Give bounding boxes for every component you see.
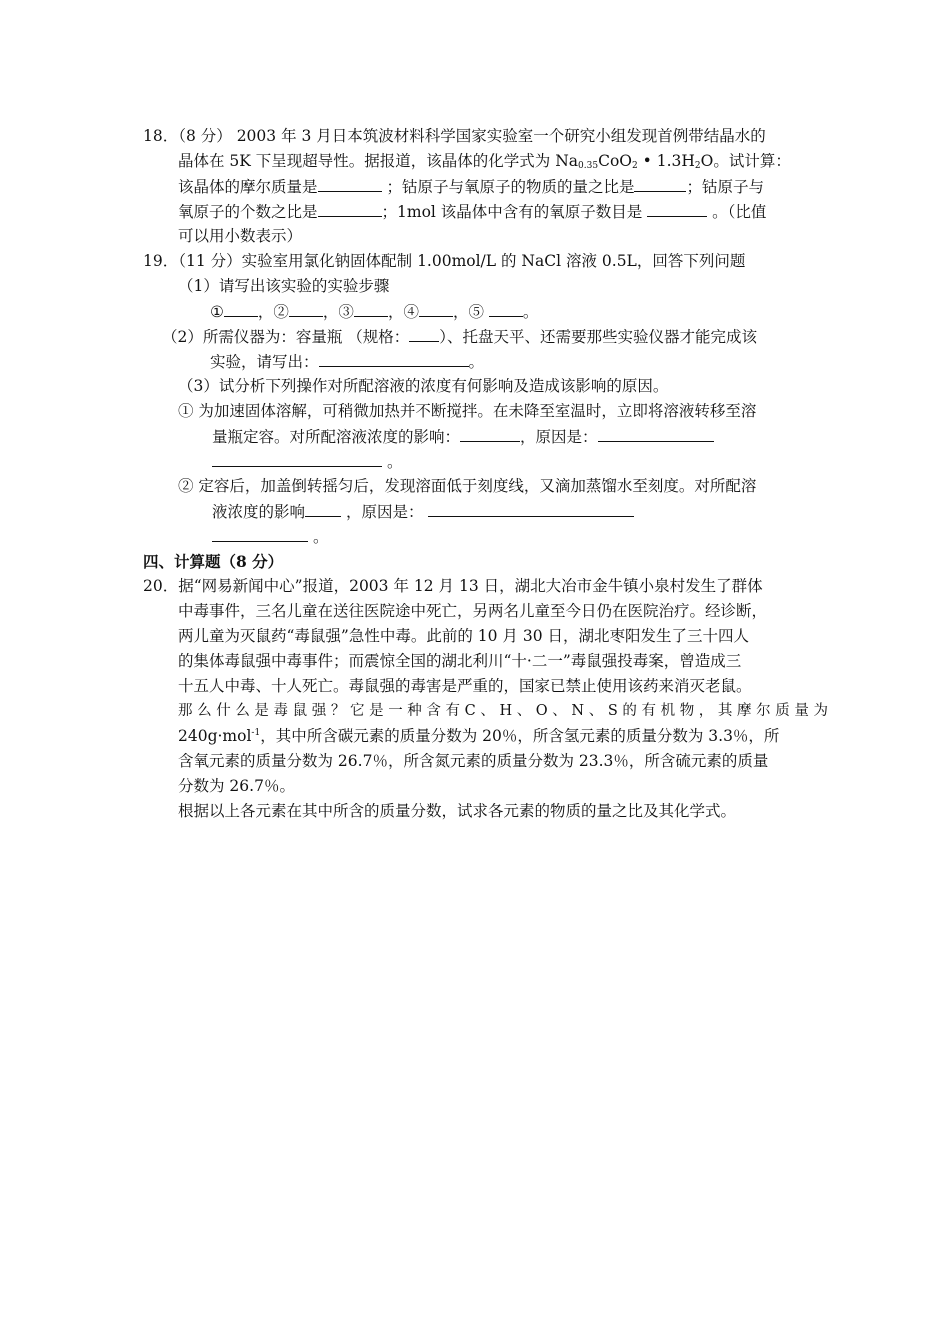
q20-line-10: 根据以上各元素在其中所含的质量分数，试求各元素的物质的量之比及其化学式。 xyxy=(178,802,737,820)
answer-blank-step-5[interactable] xyxy=(489,299,523,317)
q19-option-1-line-3: 。 xyxy=(212,449,402,475)
q18-line-5: 可以用小数表示） xyxy=(178,227,303,245)
answer-blank-molar-mass[interactable] xyxy=(318,174,382,192)
q20-line-1: 20．据“网易新闻中心”报道，2003 年 12 月 13 日，湖北大冶市金牛镇小泉村发生了群体 xyxy=(143,577,763,595)
q20-line-6: 那 么 什 么 是 毒 鼠 强 ？ 它 是 一 种 含 有 C 、 H 、 O 、 N 、 S 的 有 机 物 ， 其 摩 尔 质 量 为 xyxy=(178,703,828,719)
q20-line-2: 中毒事件，三名儿童在送往医院途中死亡，另两名儿童至今日仍在医院治疗。经诊断， xyxy=(178,602,768,620)
answer-blank-reason-1[interactable] xyxy=(598,424,714,442)
answer-blank-instruments[interactable] xyxy=(319,349,469,367)
q19-part-1-title: （1）请写出该实验的实验步骤 xyxy=(178,277,390,295)
q18-line-2: 晶体在 5K 下呈现超导性。据报道，该晶体的化学式为 $Na_{0.35}CoO_2$ • $1.3H_2O$。试计算： xyxy=(178,152,791,171)
q20-line-3: 两儿童为灭鼠药“毒鼠强”急性中毒。此前的 10 月 30 日，湖北枣阳发生了三十四人 xyxy=(178,627,750,645)
q19-part-3-title: （3）试分析下列操作对所配溶液的浓度有何影响及造成该影响的原因。 xyxy=(178,377,669,395)
answer-blank-step-4[interactable] xyxy=(419,299,453,317)
q20-line-8: 含氧元素的质量分数为 26.7％，所含氮元素的质量分数为 23.3％，所含硫元素的质量 xyxy=(178,752,769,770)
q18-number: 18． xyxy=(143,127,179,145)
q20-number: 20． xyxy=(143,577,179,595)
q19-part-2-line-2: 实验，请写出： 。 xyxy=(210,349,484,375)
q20-line-5: 十五人中毒、十人死亡。毒鼠强的毒害是严重的，国家已禁止使用该药来消灭老鼠。 xyxy=(178,677,752,695)
answer-blank-co-o-count-ratio[interactable] xyxy=(318,199,382,217)
q20-line-4: 的集体毒鼠强中毒事件；而震惊全国的湖北利川“十·二一”毒鼠强投毒案，曾造成三 xyxy=(178,652,742,670)
answer-blank-step-1[interactable] xyxy=(224,299,258,317)
q19-option-1-line-1: ① 为加速固体溶解，可稍微加热并不断搅拌。在未降至室温时，立即将溶液转移至溶 xyxy=(178,402,757,420)
q19-option-1-line-2: 量瓶定容。对所配溶液浓度的影响： ，原因是： xyxy=(212,424,714,450)
q18-line-1: 18．（8 分） 2003 年 3 月日本筑波材料科学国家实验室一个研究小组发现首例带结晶水的 xyxy=(143,127,766,145)
q19-option-2-line-1: ② 定容后，加盖倒转摇匀后，发现溶面低于刻度线，又滴加蒸馏水至刻度。对所配溶 xyxy=(178,477,757,495)
answer-blank-reason-2[interactable] xyxy=(428,499,634,517)
q19-number: 19． xyxy=(143,252,179,270)
answer-blank-effect-1[interactable] xyxy=(460,424,520,442)
section-4-title: 四、计算题（8 分） xyxy=(143,552,284,571)
answer-blank-step-2[interactable] xyxy=(289,299,323,317)
q20-line-7: 240g·mol$^{-1}$，其中所含碳元素的质量分数为 20％，所含氢元素的质量分数为 3.3％，所 xyxy=(178,727,780,745)
q18-line-4: 氧原子的个数之比是 ；1mol 该晶体中含有的氧原子数目是 。（比值 xyxy=(178,199,766,225)
answer-blank-step-3[interactable] xyxy=(354,299,388,317)
answer-blank-reason-2-cont[interactable] xyxy=(212,524,308,542)
q18-line-3: 该晶体的摩尔质量是 ；钴原子与氧原子的物质的量之比是 ；钴原子与 xyxy=(178,174,764,200)
q19-line-1: 19．（11 分）实验室用氯化钠固体配制 1.00mol/L 的 NaCl 溶液 0.5L，回答下列问题 xyxy=(143,252,746,270)
answer-blank-flask-spec[interactable] xyxy=(409,324,439,342)
q20-line-9: 分数为 26.7％。 xyxy=(178,777,295,795)
q19-steps: ① ，② ，③ ，④ ，⑤ 。 xyxy=(210,299,538,325)
answer-blank-co-o-mole-ratio[interactable] xyxy=(634,174,686,192)
q19-option-2-line-2: 液浓度的影响 ，原因是： xyxy=(212,499,634,525)
answer-blank-reason-1-cont[interactable] xyxy=(212,449,382,467)
q19-option-2-line-3: 。 xyxy=(212,524,328,550)
q19-part-2-line-1: （2）所需仪器为：容量瓶 （规格： ）、托盘天平、还需要那些实验仪器才能完成该 xyxy=(162,324,757,350)
answer-blank-oxygen-atoms[interactable] xyxy=(647,199,707,217)
answer-blank-effect-2[interactable] xyxy=(305,499,341,517)
